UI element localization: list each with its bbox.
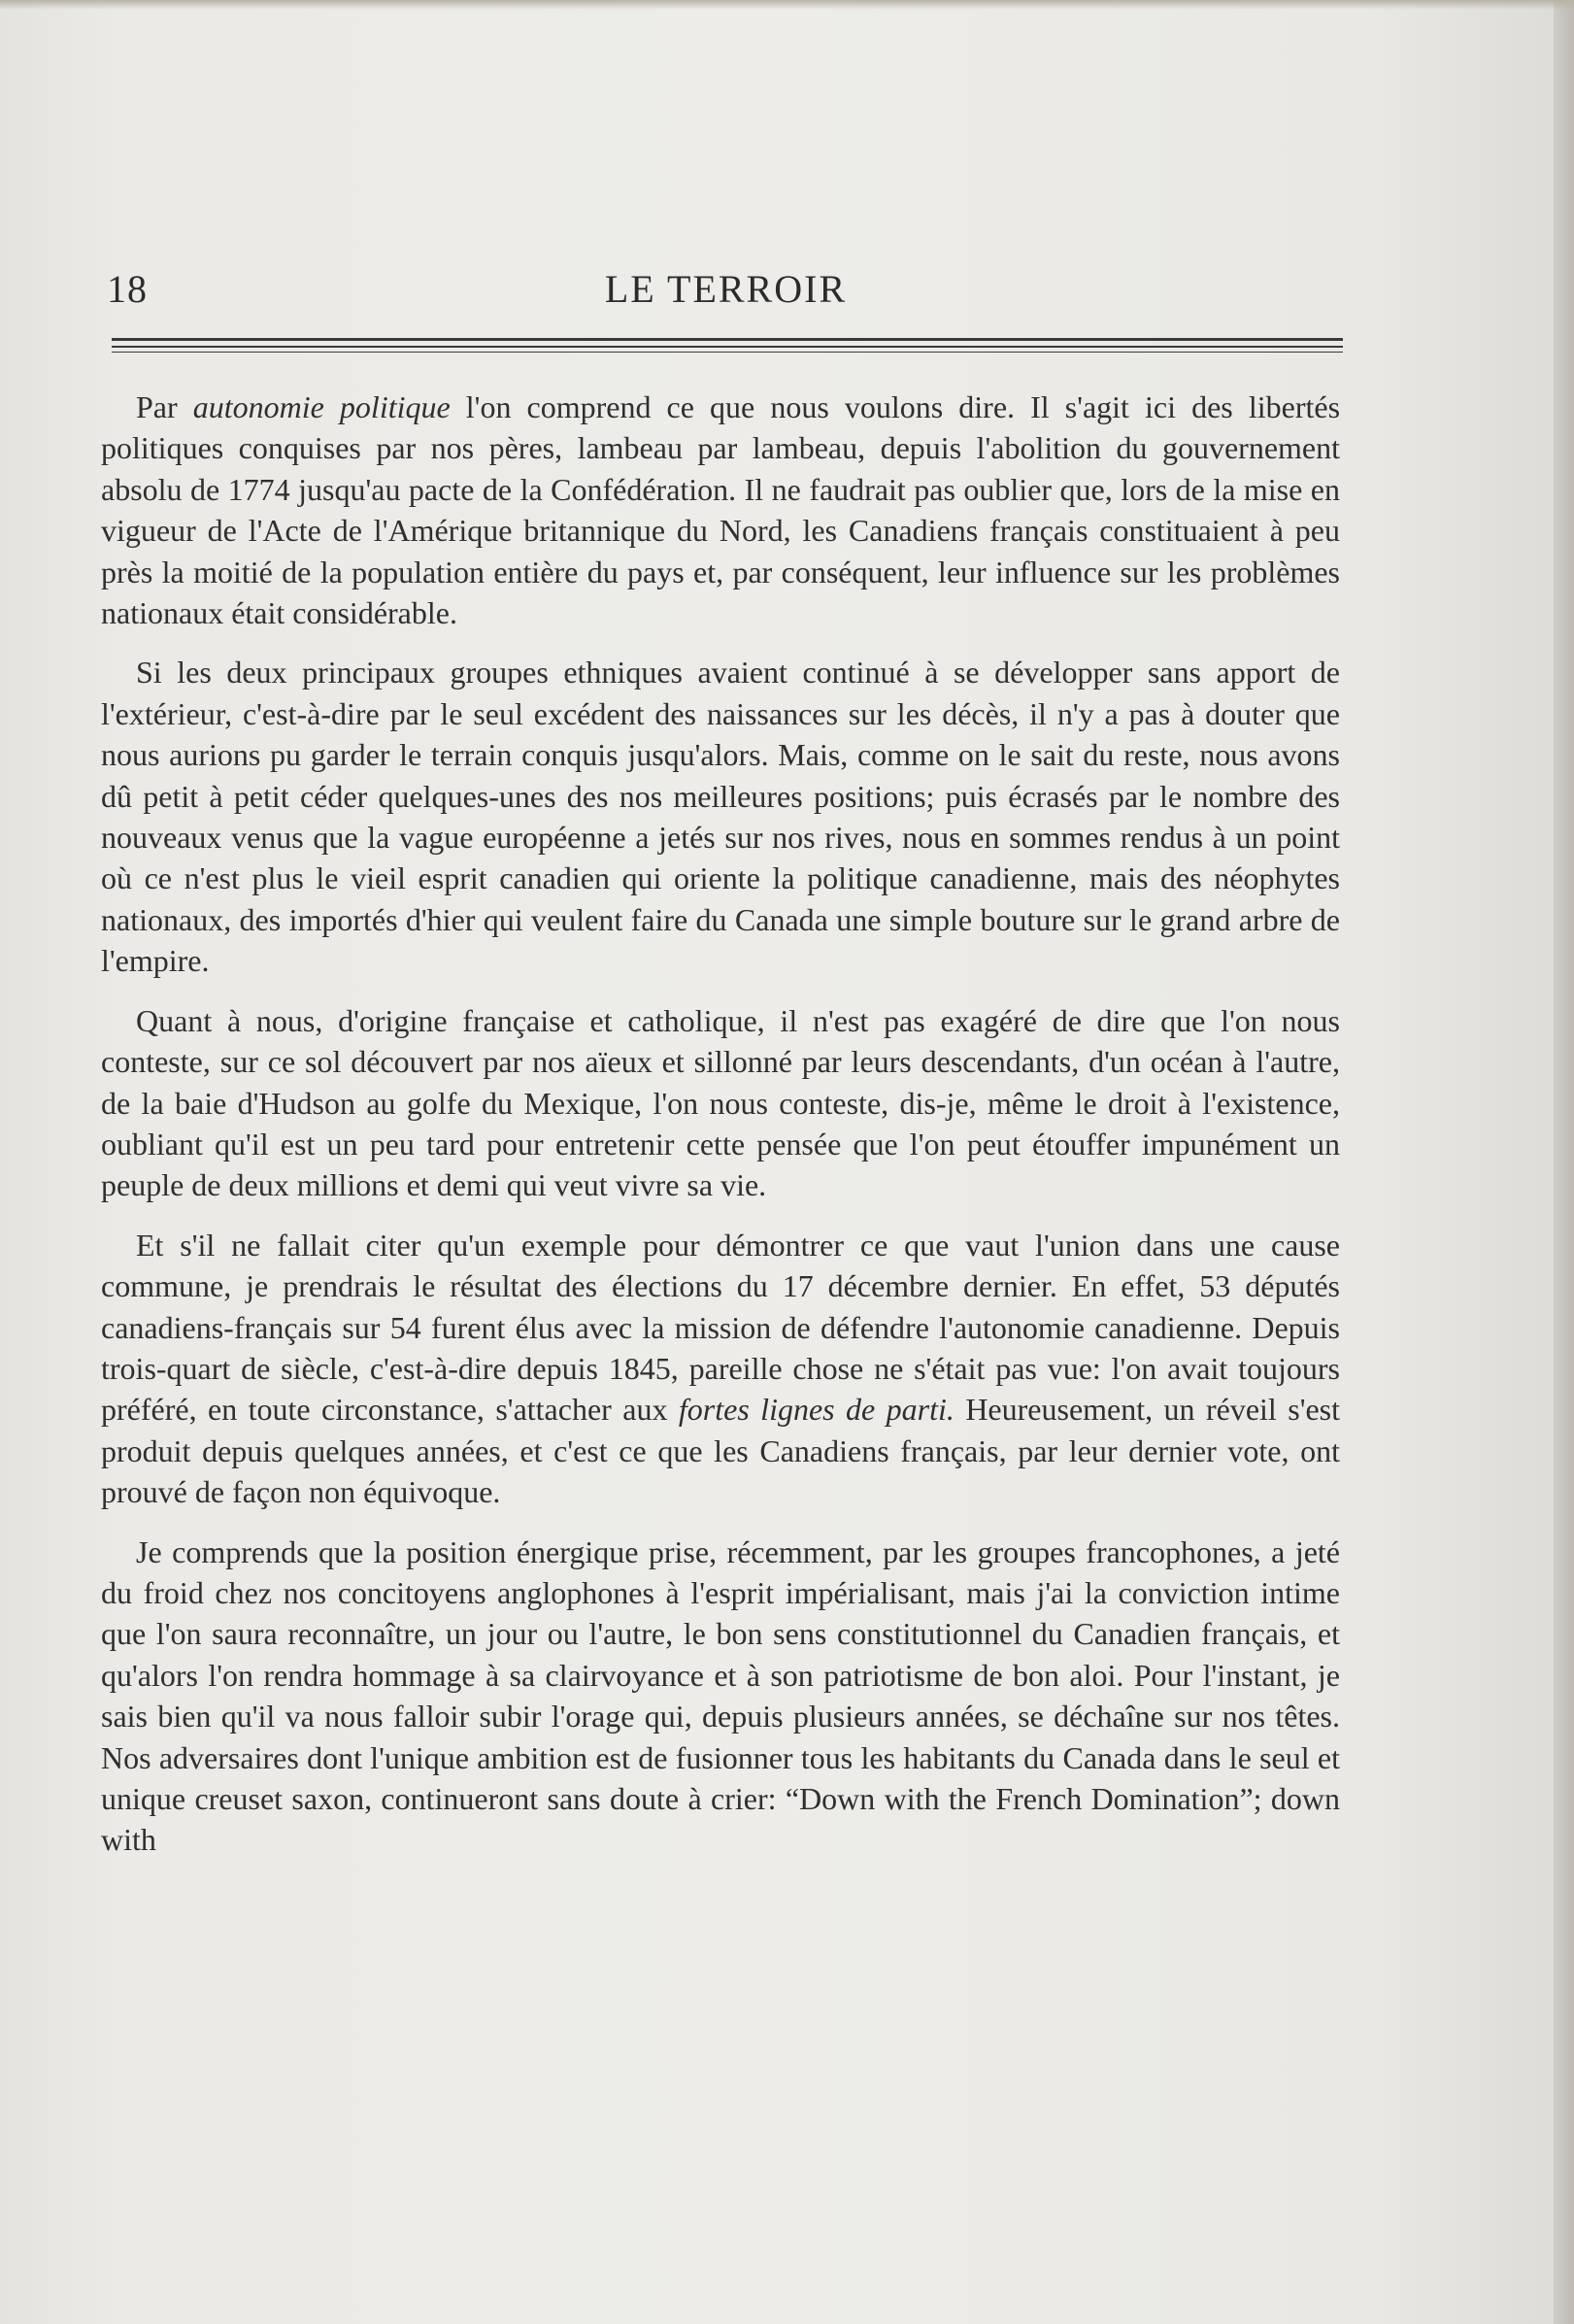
page-number: 18 [107, 267, 148, 311]
paragraph-autonomie [101, 387, 1340, 633]
paragraph-4-after: Heureusement, un réveil s'est produit depuis quelques années, et c'est ce que les Canadiens français, par leur dernier vote, ont prouvé de façon non équivoque. [101, 1392, 1341, 1510]
running-title: LE TERROIR [604, 267, 848, 311]
header-rule-thin [112, 352, 1343, 353]
top-page-shadow [0, 0, 1574, 10]
paragraph-1-after: l'on comprend ce que nous voulons dire. Il s'agit ici des libertés politiques conquises par nos pères, lambeau par lambeau, depuis l'abolition du gouvernement absolu de 1774 jusqu'au pacte de la Confédération. Il ne faudrait pas oublier que, lors de la mise en vigueur de l'Acte de l'Amérique britannique du Nord, les Canadiens français constituaient à peu près la moitié de la population entière du pays et, par conséquent, leur influence sur les problèmes nationaux était considérable. [101, 389, 1341, 631]
page-body [101, 387, 1340, 1879]
paragraph-elections [101, 1225, 1340, 1513]
paragraph-1-italic: autonomie politique [192, 389, 451, 424]
header-rule-thick [112, 338, 1343, 341]
paragraph-4-italic: fortes lignes de parti. [678, 1392, 954, 1428]
book-spine-edge [1554, 0, 1574, 2324]
paragraph-1-before: Par [136, 389, 193, 424]
paragraph-4-before: Et s'il ne fallait citer qu'un exemple pour démontrer ce que vaut l'union dans une cause commune, je prendrais le résultat des élections du 17 décembre dernier. En effet, 53 députés canadiens-français sur 54 furent élus avec la mission de défendre l'autonomie canadienne. Depuis trois-quart de siècle, c'est-à-dire depuis 1845, pareille chose ne s'était pas vue: l'on avait toujours préféré, en toute circonstance, s'attacher aux [101, 1227, 1340, 1428]
paragraph-position-energique: Je comprends que la position énergique prise, récemment, par les groupes francophones, a jeté du froid chez nos concitoyens anglophones à l'esprit impérialisant, mais j'ai la conviction intime que l'on saura reconnaître, un jour ou l'autre, le bon sens constitutionnel du Canadien français, et qu'alors l'on rendra hommage à sa clairvoyance et à son patriotisme de bon aloi. Pour l'instant, je sais bien qu'il va nous falloir subir l'orage qui, depuis plusieurs années, se déchaîne sur nos têtes. Nos adversaires dont l'unique ambition est de fusionner tous les habitants du Canada dans le seul et unique creuset saxon, continueront sans doute à crier: “Down with the French Domination”; down with [101, 1533, 1340, 1858]
paragraph-groupes-ethniques: Si les deux principaux groupes ethniques avaient continué à se développer sans apport de l'extérieur, c'est-à-dire par le seul excédent des naissances sur les décès, il n'y a pas à douter que nous aurions pu garder le terrain conquis jusqu'alors. Mais, comme on le sait du reste, nous avons dû petit à petit céder quelques-unes des nos meilleures positions; puis écrasés par le nombre des nouveaux venus que la vague européenne a jetés sur nos rives, nous en sommes rendus à un point où ce n'est plus le vieil esprit canadien qui oriente la politique canadienne, mais des néophytes nationaux, des importés d'hier qui veulent faire du Canada une simple bouture sur le grand arbre de l'empire. [101, 655, 1340, 979]
header-rule-middle [112, 346, 1343, 348]
page-header [107, 266, 1345, 324]
paragraph-origine-francaise: Quant à nous, d'origine française et catholique, il n'est pas exagéré de dire que l'on nous conteste, sur ce sol découvert par nos aïeux et sillonné par leurs descendants, d'un océan à l'autre, de la baie d'Hudson au golfe du Mexique, l'on nous conteste, dis-je, même le droit à l'existence, oubliant qu'il est un peu tard pour entretenir cette pensée que l'on peut étouffer impunément un peuple de deux millions et demi qui veut vivre sa vie. [101, 1002, 1340, 1203]
